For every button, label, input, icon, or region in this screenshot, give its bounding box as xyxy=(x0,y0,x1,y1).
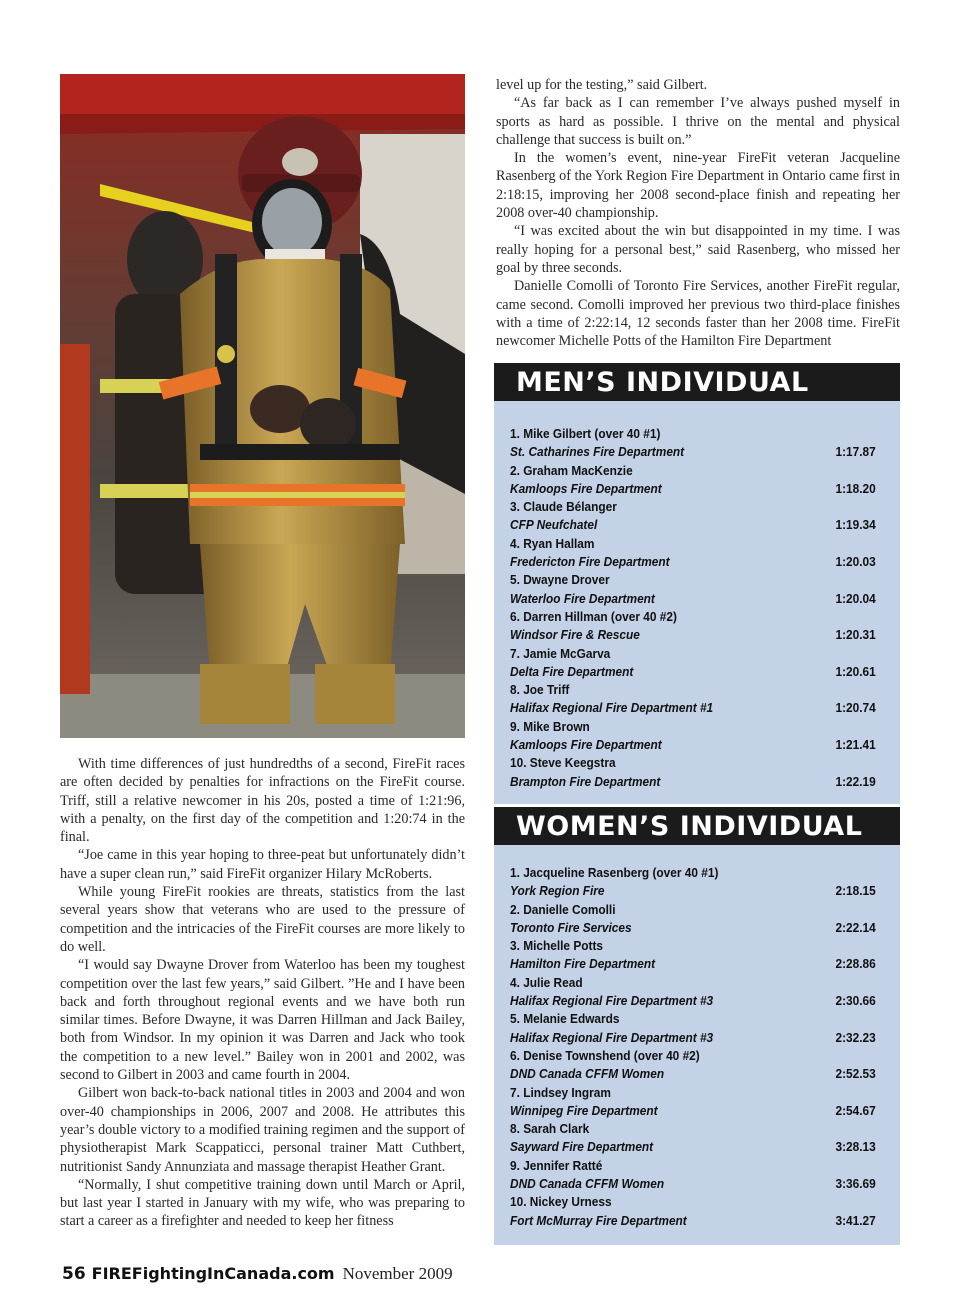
competitor-name: 6. Denise Townshend (over 40 #2) xyxy=(510,1047,700,1063)
department-row xyxy=(510,736,876,754)
department-name: Fredericton Fire Department xyxy=(510,554,670,570)
finish-time: 3:36.69 xyxy=(835,1176,876,1192)
department-name: Halifax Regional Fire Department #1 xyxy=(510,700,714,716)
result-entry xyxy=(510,681,876,718)
result-entry xyxy=(510,1120,876,1157)
department-name: Halifax Regional Fire Department #3 xyxy=(510,993,714,1009)
department-row xyxy=(510,955,876,973)
department-row xyxy=(510,882,876,900)
result-entry xyxy=(510,754,876,791)
department-row xyxy=(510,1212,876,1230)
article-paragraph: “I would say Dwayne Drover from Waterloo has been my toughest competition over the last few years,” said Gilbert. ”He and I have been back and forth throughout regional events and we have both run similar times. Before Dwayne, it was Darren Hillman and Jack Bailey, both from Windsor. In my opinion it was Darren and Jack who took the competition to a new level.” Bailey won in 2001 and 2002, was second to Gilbert in 2003 and came fourth in 2004. xyxy=(60,957,465,1084)
competitor-name: 6. Darren Hillman (over 40 #2) xyxy=(510,608,677,624)
mens-results-title: MEN’S INDIVIDUAL xyxy=(494,363,900,401)
competitor-name: 8. Sarah Clark xyxy=(510,1121,590,1137)
department-name: York Region Fire xyxy=(510,883,605,899)
article-paragraph: “Normally, I shut competitive training down until March or April, but last year I started in January with my wife, who was preparing to start a career as a firefighter and needed to keep her fitness xyxy=(60,1176,465,1230)
finish-time: 2:18.15 xyxy=(835,883,876,899)
website-link[interactable]: FIREFightingInCanada.com xyxy=(91,1264,335,1283)
result-entry xyxy=(510,425,876,462)
department-row xyxy=(510,1138,876,1156)
competitor-name: 3. Claude Bélanger xyxy=(510,499,617,515)
department-name: Fort McMurray Fire Department xyxy=(510,1212,687,1228)
department-row xyxy=(510,590,876,608)
finish-time: 3:41.27 xyxy=(835,1212,876,1228)
department-row xyxy=(510,663,876,681)
result-entry xyxy=(510,718,876,755)
result-entry xyxy=(510,608,876,645)
finish-time: 1:20.61 xyxy=(835,663,876,679)
result-entry xyxy=(510,937,876,974)
article-paragraph: “As far back as I can remember I’ve always pushed myself in sports as hard as possible. I thrive on the mental and physical challenge that success is built on.” xyxy=(496,95,900,148)
finish-time: 2:32.23 xyxy=(835,1029,876,1045)
result-entry xyxy=(510,571,876,608)
department-row xyxy=(510,553,876,571)
finish-time: 2:28.86 xyxy=(835,956,876,972)
result-entry xyxy=(510,498,876,535)
competitor-name: 1. Jacqueline Rasenberg (over 40 #1) xyxy=(510,865,719,880)
department-name: CFP Neufchatel xyxy=(510,517,598,533)
finish-time: 2:52.53 xyxy=(835,1066,876,1082)
result-entry xyxy=(510,1157,876,1194)
finish-time: 1:19.34 xyxy=(835,517,876,533)
department-name: Kamloops Fire Department xyxy=(510,737,662,753)
firefighter-photo xyxy=(60,74,465,738)
competitor-name: 10. Nickey Urness xyxy=(510,1194,612,1210)
department-row xyxy=(510,1175,876,1193)
article-paragraph: Gilbert won back-to-back national titles in 2003 and 2004 and won over-40 championships in 2006, 2007 and 2008. He attributes this year’s double victory to a modified training regimen and the support of physiotherapist Mark Scappaticci, personal trainer Matt Cuthbert, nutritionist Sandy Annunziata and massage therapist Heather Grant. xyxy=(60,1085,465,1175)
department-name: Delta Fire Department xyxy=(510,663,634,679)
womens-results-list xyxy=(494,845,900,1245)
competitor-name: 2. Graham MacKenzie xyxy=(510,462,633,478)
competitor-name: 2. Danielle Comolli xyxy=(510,901,616,917)
finish-time: 2:54.67 xyxy=(835,1102,876,1118)
department-name: DND Canada CFFM Women xyxy=(510,1176,665,1192)
page-footer xyxy=(62,1262,453,1286)
mens-results-list xyxy=(494,401,900,804)
competitor-name: 1. Mike Gilbert (over 40 #1) xyxy=(510,426,661,441)
department-name: Kamloops Fire Department xyxy=(510,480,662,496)
result-entry xyxy=(510,1193,876,1230)
department-row xyxy=(510,626,876,644)
competitor-name: 5. Dwayne Drover xyxy=(510,572,610,588)
department-name: Hamilton Fire Department xyxy=(510,956,656,972)
department-name: Sayward Fire Department xyxy=(510,1139,654,1155)
finish-time: 1:21.41 xyxy=(835,737,876,753)
finish-time: 1:22.19 xyxy=(835,773,876,789)
result-entry xyxy=(510,462,876,499)
finish-time: 1:17.87 xyxy=(835,444,876,460)
department-row xyxy=(510,480,876,498)
result-entry xyxy=(510,1010,876,1047)
department-row xyxy=(510,773,876,791)
article-paragraph: “I was excited about the win but disappointed in my time. I was really hoping for a personal best,” said Rasenberg, who missed her goal by three seconds. xyxy=(496,223,900,276)
competitor-name: 9. Mike Brown xyxy=(510,718,590,734)
article-paragraph: “Joe came in this year hoping to three-peat but unfortunately didn’t have a super clean run,” said FireFit organizer Hilary McRoberts. xyxy=(60,847,465,882)
finish-time: 1:20.03 xyxy=(835,554,876,570)
competitor-name: 8. Joe Triff xyxy=(510,682,570,698)
department-name: DND Canada CFFM Women xyxy=(510,1066,665,1082)
womens-results-title: WOMEN’S INDIVIDUAL xyxy=(494,807,900,845)
department-row xyxy=(510,1065,876,1083)
finish-time: 1:20.74 xyxy=(835,700,876,716)
finish-time: 2:22.14 xyxy=(835,919,876,935)
article-paragraph: While young FireFit rookies are threats, statistics from the last several years show that veterans who are used to the pressure of competition and the intricacies of the FireFit courses are more likely to do well. xyxy=(60,884,465,955)
competitor-name: 9. Jennifer Ratté xyxy=(510,1157,603,1173)
finish-time: 1:20.04 xyxy=(835,590,876,606)
issue-date: November 2009 xyxy=(342,1264,453,1283)
department-name: Toronto Fire Services xyxy=(510,919,632,935)
result-entry xyxy=(510,974,876,1011)
result-entry xyxy=(510,535,876,572)
result-entry xyxy=(510,1084,876,1121)
competitor-name: 7. Jamie McGarva xyxy=(510,645,611,661)
department-row xyxy=(510,1029,876,1047)
department-row xyxy=(510,443,876,461)
page-number: 56 xyxy=(62,1264,86,1284)
competitor-name: 7. Lindsey Ingram xyxy=(510,1084,611,1100)
article-paragraph: Danielle Comolli of Toronto Fire Services, another FireFit regular, came second. Comolli improved her previous two third-place finishes with a time of 2:22:14, 12 seconds faster than her 2008 time. FireFit newcomer Michelle Potts of the Hamilton Fire Department xyxy=(496,278,900,350)
department-name: St. Catharines Fire Department xyxy=(510,444,685,460)
article-paragraph: level up for the testing,” said Gilbert. xyxy=(496,77,708,93)
article-paragraph: In the women’s event, nine-year FireFit veteran Jacqueline Rasenberg of the York Region Fire Department in Ontario came first in 2:18:15, improving her 2008 second-place finish and repeating her 2008 over-40 championship. xyxy=(496,150,900,222)
department-name: Brampton Fire Department xyxy=(510,773,661,789)
firefighter-illustration xyxy=(60,74,465,738)
article-left-column xyxy=(60,755,465,1231)
department-row xyxy=(510,919,876,937)
competitor-name: 10. Steve Keegstra xyxy=(510,755,616,771)
department-name: Waterloo Fire Department xyxy=(510,590,655,606)
competitor-name: 4. Julie Read xyxy=(510,974,583,990)
result-entry xyxy=(510,864,876,901)
finish-time: 3:28.13 xyxy=(835,1139,876,1155)
article-paragraph: With time differences of just hundredths of a second, FireFit races are often decided by penalties for infractions on the FireFit course. Triff, still a relative newcomer in his 20s, posted a time of 1:21:96, with a penalty, on the first day of the competition and 1:20:74 in the final. xyxy=(60,756,465,846)
finish-time: 2:30.66 xyxy=(835,993,876,1009)
result-entry xyxy=(510,1047,876,1084)
department-name: Winnipeg Fire Department xyxy=(510,1102,658,1118)
department-row xyxy=(510,699,876,717)
article-right-column xyxy=(496,76,900,350)
department-row xyxy=(510,516,876,534)
competitor-name: 5. Melanie Edwards xyxy=(510,1011,620,1027)
finish-time: 1:18.20 xyxy=(835,480,876,496)
competitor-name: 3. Michelle Potts xyxy=(510,938,604,954)
result-entry xyxy=(510,901,876,938)
department-row xyxy=(510,1102,876,1120)
competitor-name: 4. Ryan Hallam xyxy=(510,535,595,551)
department-name: Halifax Regional Fire Department #3 xyxy=(510,1029,714,1045)
result-entry xyxy=(510,645,876,682)
department-name: Windsor Fire & Rescue xyxy=(510,627,640,643)
finish-time: 1:20.31 xyxy=(835,627,876,643)
department-row xyxy=(510,992,876,1010)
